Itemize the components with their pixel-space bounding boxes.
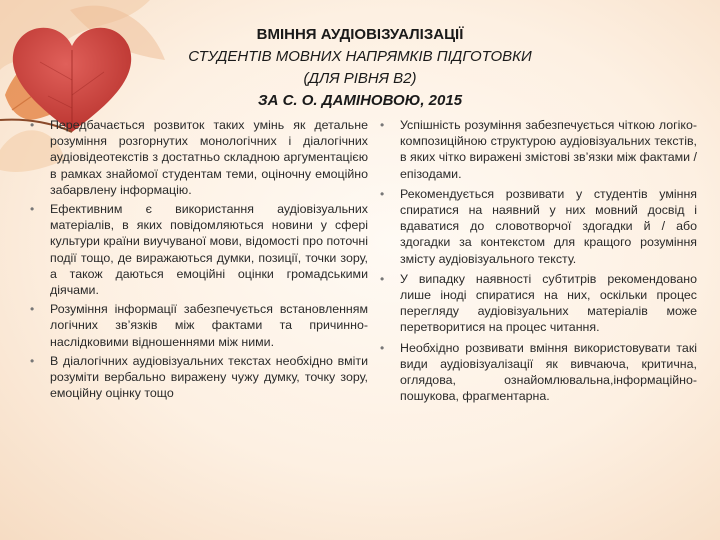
list-item-text: Успішність розуміння забезпечується чіткою логіко-композиційною структурою аудіовізуальних текстів, в яких чітко виражені змістові зв’язки між фактами / епізодами.: [400, 118, 697, 181]
right-bullet-list: [378, 117, 697, 408]
list-item-text: В діалогічних аудіовізуальних текстах необхідно вміти розуміти вербально виражену чужу думку, точку зору, емоційну оцінку тощо: [50, 353, 368, 401]
bullet-icon: •: [380, 118, 385, 132]
list-item: [378, 271, 697, 336]
list-item: [378, 340, 697, 405]
bullet-icon: •: [30, 353, 35, 368]
bullet-icon: •: [30, 202, 35, 217]
list-item-text: Передбачається розвиток таких умінь як детальне розуміння розгорнутих монологічних і діалогічних аудіовідеотекстів з достатньо складною аргументацією в рамках знайомої студентам теми, оціночну емоційно забарвлену інформацію.: [50, 118, 368, 197]
left-bullet-list: [28, 117, 368, 404]
list-item: [28, 353, 368, 402]
list-item-text: Ефективним є використання аудіовізуальних матеріалів, в яких повідомляються новини у сфері культури країни виучуваної мови, відомості про поточні події тощо, де виражаються думки, позиції, точки зору, а також даються емоційні оцінки громадськими діячами.: [50, 202, 368, 298]
list-item: [378, 186, 697, 267]
list-item: [378, 117, 697, 182]
title-line-2: СТУДЕНТІВ МОВНИХ НАПРЯМКІВ ПІДГОТОВКИ: [188, 48, 532, 65]
bullet-icon: •: [30, 118, 35, 132]
bullet-icon: •: [380, 271, 385, 286]
list-item-text: Необхідно розвивати вміння використовувати такі види аудіовізуалізації як вивчаюча, критична, оглядова, ознайомлювальна,інформаційно-пошукова, фрагментарна.: [400, 340, 697, 404]
bullet-icon: •: [380, 340, 385, 355]
title-line-4: ЗА С. О. ДАМІНОВОЮ, 2015: [257, 92, 463, 109]
list-item: [28, 301, 368, 350]
slide-title: [130, 24, 590, 112]
bullet-icon: •: [30, 302, 35, 317]
title-line-1: ВМІННЯ АУДІОВІЗУАЛІЗАЦІЇ: [256, 26, 464, 43]
list-item-text: У випадку наявності субтитрів рекомендовано лише іноді спиратися на них, оскільки процес перегляду аудіовізуальних матеріалів може перетворитися на процес читання.: [400, 271, 697, 335]
bullet-icon: •: [380, 186, 385, 201]
list-item: [28, 117, 368, 198]
title-line-3: (ДЛЯ РІВНЯ В2): [303, 70, 417, 87]
list-item-text: Розуміння інформації забезпечується встановленням логічних зв’язків між фактами та причинно-наслідковими відношеннями між ними.: [50, 302, 368, 349]
list-item-text: Рекомендується розвивати у студентів уміння спиратися на наявний у них мовний досвід і вдаватися до словотворчої здогадки й / або здогадки за контекстом для кращого розуміння змісту аудіовізуального тексту.: [400, 186, 697, 266]
list-item: [28, 201, 368, 298]
